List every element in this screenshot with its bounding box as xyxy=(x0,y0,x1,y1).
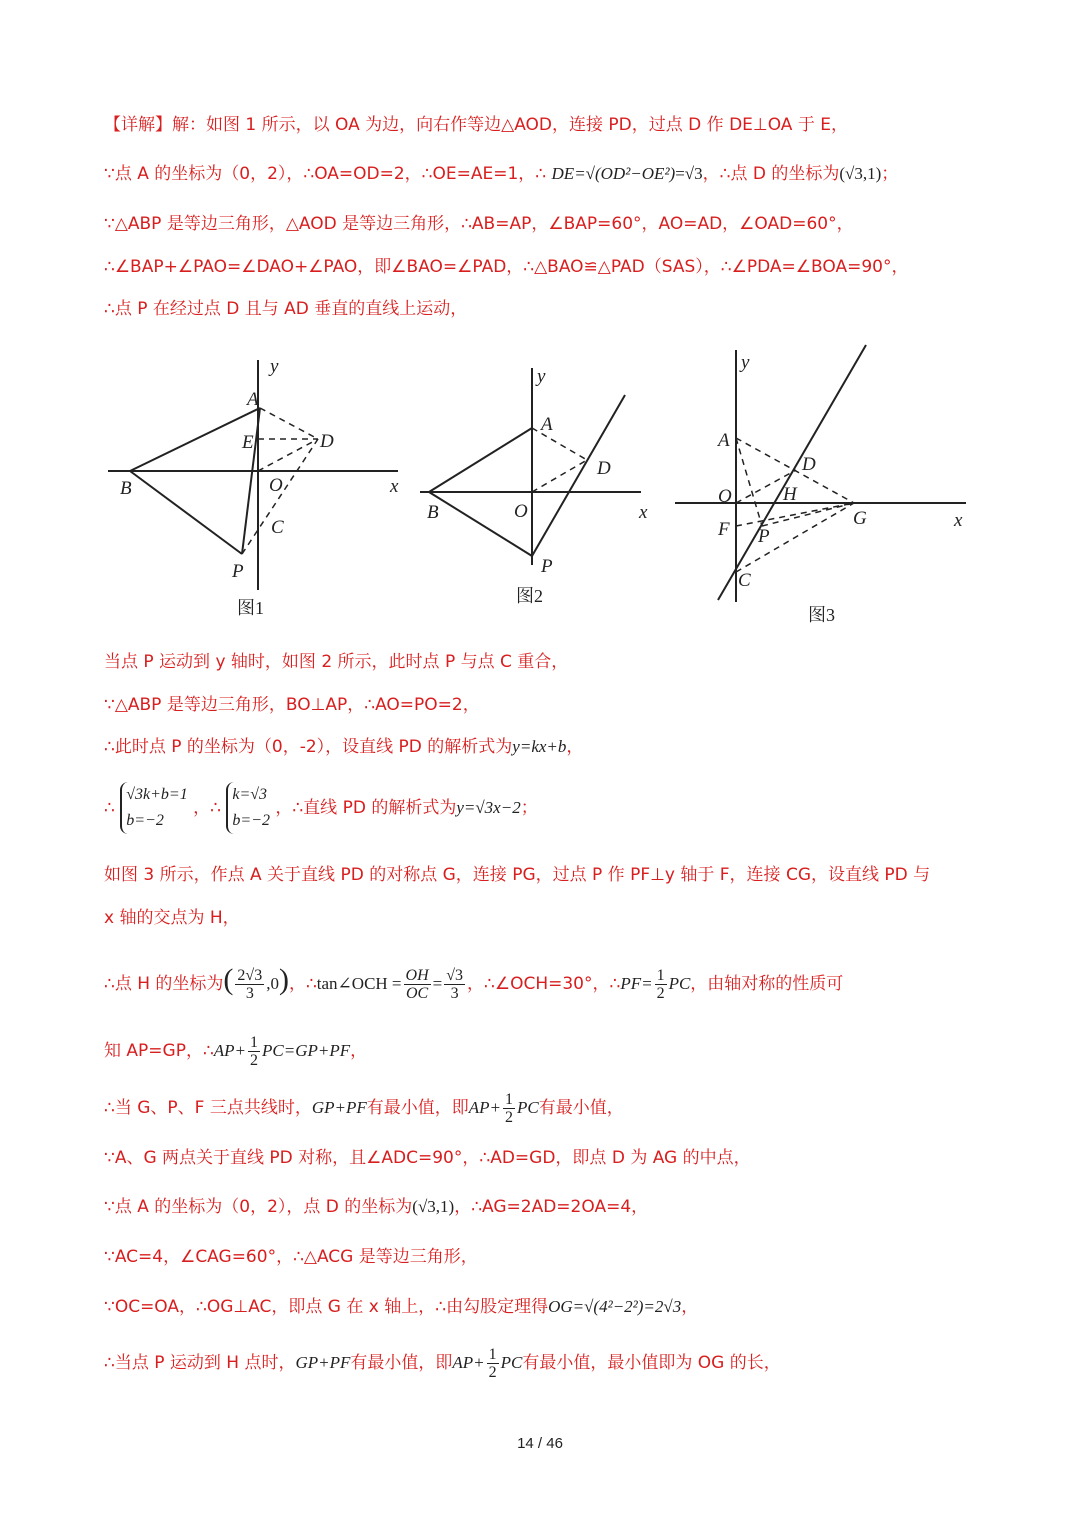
math-point-d: (√3,1) xyxy=(412,1197,455,1216)
solution-line: ∴当点 P 运动到 H 点时，GP+PF有最小值，即AP+ $\frac{1}{2}$ PC有最小值，最小值即为 OG 的长， xyxy=(104,1345,781,1381)
equation-system-2: k=√3 b=−2 xyxy=(226,782,270,834)
fraction-half: $\frac{1}{2}$ xyxy=(250,1033,259,1069)
label-E: E xyxy=(242,432,254,453)
label-B: B xyxy=(120,478,132,499)
figure-2 xyxy=(415,360,665,585)
fraction-half: $\frac{1}{2}$ xyxy=(488,1345,497,1381)
label-y: y xyxy=(537,366,546,387)
solution-line: ∴∠BAP+∠PAO=∠DAO+∠PAO，即∠BAO=∠PAD，∴△BAO≌△PAD（SAS），∴∠PDA=∠BOA=90°， xyxy=(104,257,909,277)
label-P: P xyxy=(758,526,770,547)
label-O: O xyxy=(718,486,732,507)
fraction-sqrt3-3: $\frac{√3}{3}$ xyxy=(446,966,464,1002)
label-D: D xyxy=(320,431,334,452)
figure-1 xyxy=(100,350,410,620)
fraction-half: $\frac{1}{2}$ xyxy=(656,966,665,1002)
label-F: F xyxy=(718,519,730,540)
label-A: A xyxy=(718,430,730,451)
label-y: y xyxy=(270,356,279,377)
math-line-pd: y=kx+b xyxy=(512,737,567,756)
label-x: x xyxy=(639,502,648,523)
solution-line: ∴ √3k+b=1 b=−2 ，∴ k=√3 b=−2 ，∴直线 PD 的解析式为y=√3x−2； xyxy=(104,782,538,834)
solution-line: ∵△ABP 是等边三角形，BO⊥AP，∴AO=PO=2， xyxy=(104,695,480,715)
label-D: D xyxy=(802,454,816,475)
solution-line: 当点 P 运动到 y 轴时，如图 2 所示，此时点 P 与点 C 重合， xyxy=(104,652,569,672)
solution-line: ∵OC=OA，∴OG⊥AC，即点 G 在 x 轴上，∴由勾股定理得OG=√(4²−2²)=2√3， xyxy=(104,1297,699,1317)
label-x: x xyxy=(954,510,963,531)
label-C: C xyxy=(738,570,751,591)
solution-line: ∴点 P 在经过点 D 且与 AD 垂直的直线上运动， xyxy=(104,299,468,319)
math-og: OG=√(4²−2²)=2√3 xyxy=(548,1297,682,1316)
label-C: C xyxy=(271,517,284,538)
fraction-half: $\frac{1}{2}$ xyxy=(504,1090,513,1126)
label-P: P xyxy=(232,561,244,582)
figure-3 xyxy=(670,340,980,610)
label-A: A xyxy=(541,414,553,435)
label-O: O xyxy=(514,501,528,522)
label-B: B xyxy=(427,502,439,523)
figure-3-caption: 图3 xyxy=(808,605,835,625)
solution-line: ∴当 G、P、F 三点共线时，GP+PF有最小值，即AP+ $\frac{1}{2}$ PC有最小值， xyxy=(104,1090,624,1126)
solution-line: ∵点 A 的坐标为（0，2），点 D 的坐标为(√3,1)，∴AG=2AD=2OA=4， xyxy=(104,1197,649,1217)
math-line-pd-result: y=√3x−2 xyxy=(456,798,521,817)
math-de: DE=√(OD²−OE²) xyxy=(551,164,676,183)
label-D: D xyxy=(597,458,611,479)
solution-line: 知 AP=GP，∴AP+ $\frac{1}{2}$ PC=GP+PF， xyxy=(104,1033,368,1069)
equation-system-1: √3k+b=1 b=−2 xyxy=(120,782,187,834)
label-P: P xyxy=(541,556,553,577)
solution-line: ∴此时点 P 的坐标为（0，-2），设直线 PD 的解析式为y=kx+b， xyxy=(104,737,584,757)
solution-heading-line xyxy=(104,113,848,137)
label-G: G xyxy=(853,508,867,529)
figure-1-caption: 图1 xyxy=(237,598,264,618)
label-y: y xyxy=(741,352,750,373)
detail-bracket: 【详解】 xyxy=(104,115,172,135)
solution-line: ∵AC=4，∠CAG=60°，∴△ACG 是等边三角形， xyxy=(104,1247,478,1267)
solution-line: ∵A、G 两点关于直线 PD 对称，且∠ADC=90°，∴AD=GD，即点 D 为 AG 的中点， xyxy=(104,1148,751,1168)
label-H: H xyxy=(783,484,797,505)
solution-line: ∴点 H 的坐标为( $\frac{2√3}{3}$ ,0)，∴tan∠OCH = $\frac{OH}{OC}$ = $\frac{√3}{3}$ ，∴∠OCH=30°，∴PF= $\frac{1}{2}$ PC，由轴对称的性质可 xyxy=(104,963,844,1002)
label-x: x xyxy=(390,476,399,497)
solution-line: ∵点 A 的坐标为（0，2），∴OA=OD=2，∴OE=AE=1，∴ DE=√(OD²−OE²)=√3，∴点 D 的坐标为(√3,1)； xyxy=(104,164,899,184)
figure-2-caption: 图2 xyxy=(516,586,543,606)
solution-line: ∵△ABP 是等边三角形，△AOD 是等边三角形，∴AB=AP，∠BAP=60°，AO=AD，∠OAD=60°， xyxy=(104,214,854,234)
label-O: O xyxy=(269,475,283,496)
label-A: A xyxy=(247,389,259,410)
solution-line: x 轴的交点为 H， xyxy=(104,908,240,928)
fraction-oh-oc: $\frac{OH}{OC}$ xyxy=(405,966,429,1002)
page-number: 14 / 46 xyxy=(517,1435,563,1452)
fraction-h-x: $\frac{2√3}{3}$ xyxy=(237,966,263,1002)
line-text: 解：如图 1 所示，以 OA 为边，向右作等边△AOD，连接 PD，过点 D 作 DE⊥OA 于 E， xyxy=(172,115,848,135)
solution-line: 如图 3 所示，作点 A 关于直线 PD 的对称点 G，连接 PG，过点 P 作 PF⊥y 轴于 F，连接 CG，设直线 PD 与 xyxy=(104,865,931,885)
math-point-d: (√3,1) xyxy=(839,164,882,183)
